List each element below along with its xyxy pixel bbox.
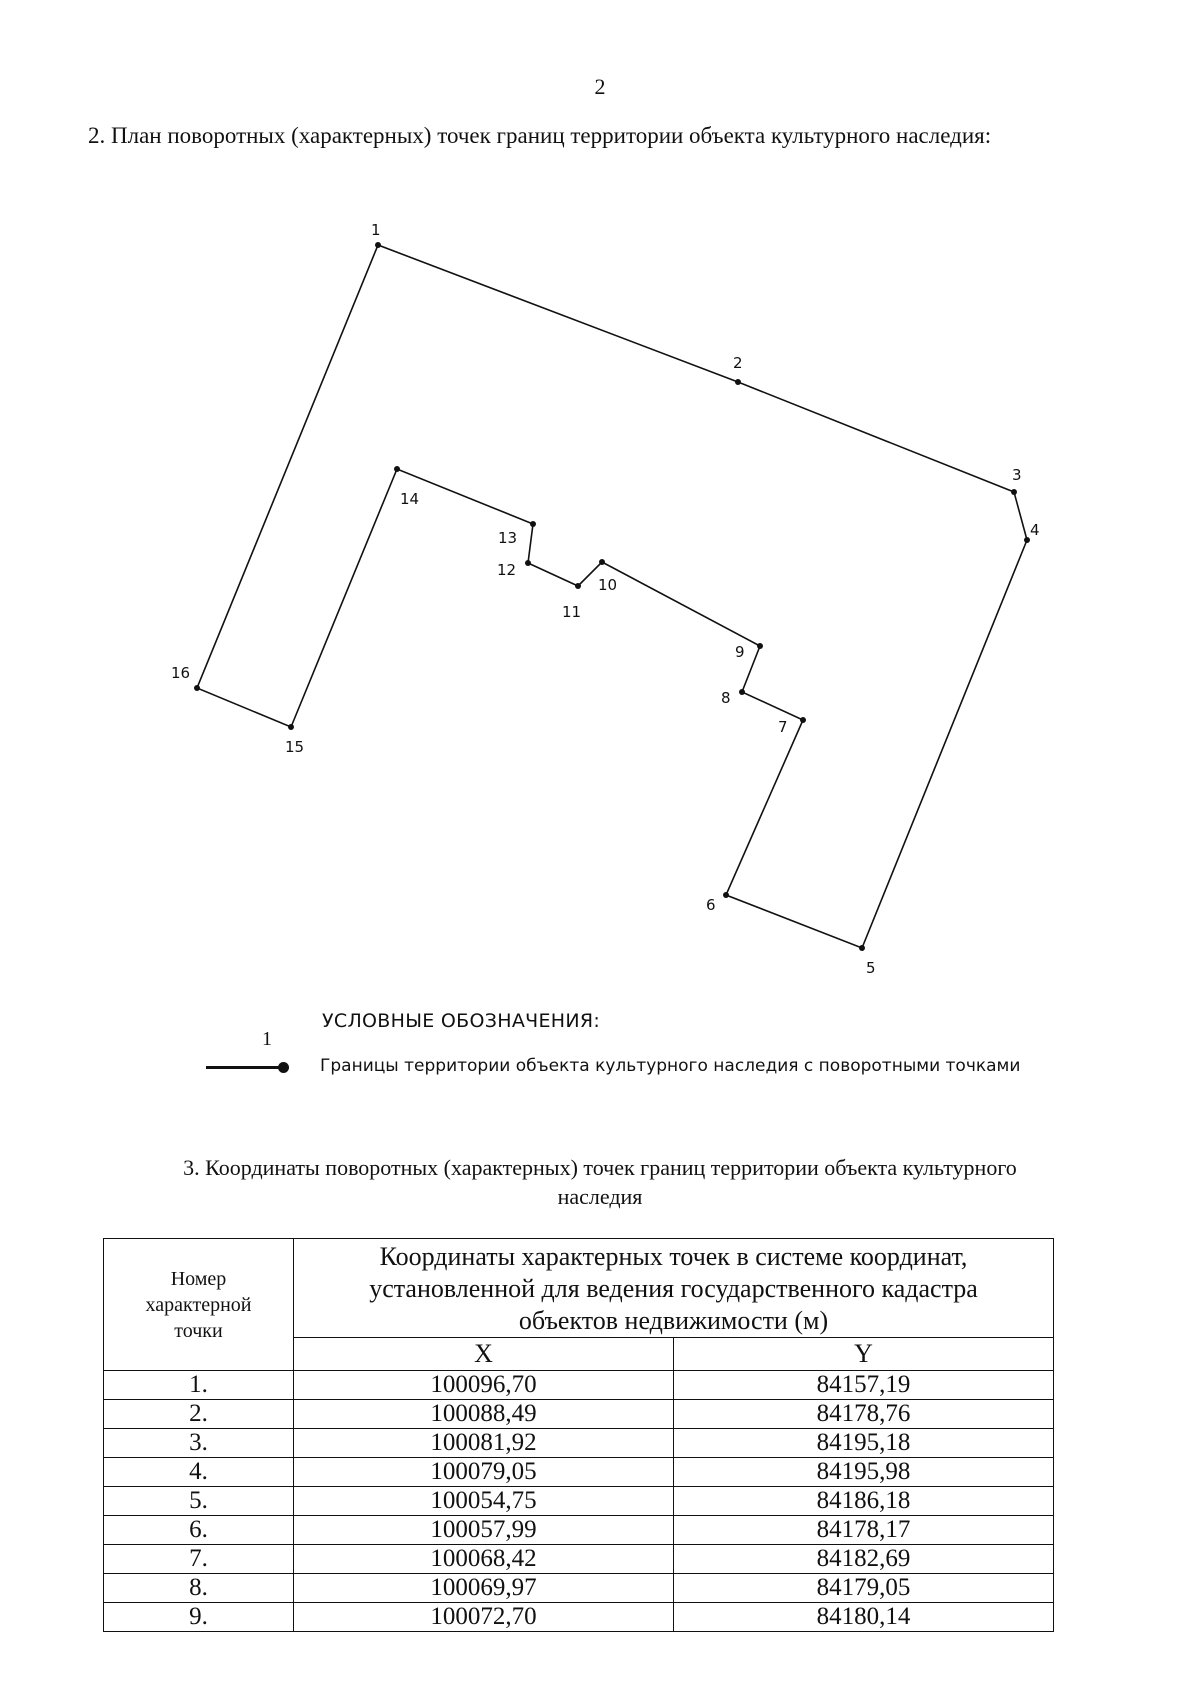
- boundary-polygon: [197, 245, 1027, 948]
- x-coordinate-cell: 100054,75: [294, 1487, 674, 1516]
- boundary-point-marker-6: [723, 892, 729, 898]
- coordinates-header: [294, 1239, 1054, 1338]
- point-number-cell: 2.: [104, 1400, 294, 1429]
- coords-heading: [90, 1153, 1110, 1211]
- boundary-point-marker-10: [599, 559, 605, 565]
- y-coordinate-cell: 84178,76: [674, 1400, 1054, 1429]
- boundary-point-label-14: 14: [400, 490, 420, 508]
- x-coordinate-cell: 100081,92: [294, 1429, 674, 1458]
- y-coordinate-cell: 84178,17: [674, 1516, 1054, 1545]
- table-row: [104, 1400, 1054, 1429]
- coordinates-header-line1: Координаты характерных точек в системе координат,: [379, 1242, 968, 1271]
- boundary-point-marker-5: [859, 945, 865, 951]
- boundary-point-label-13: 13: [498, 529, 518, 547]
- coords-heading-line1: 3. Координаты поворотных (характерных) точек границ территории объекта культурного: [183, 1155, 1017, 1180]
- x-coordinate-cell: 100096,70: [294, 1371, 674, 1400]
- boundary-point-marker-8: [739, 689, 745, 695]
- boundary-point-label-11: 11: [562, 603, 582, 621]
- x-coordinate-cell: 100079,05: [294, 1458, 674, 1487]
- x-coordinate-cell: 100068,42: [294, 1545, 674, 1574]
- coordinates-table-body: [104, 1371, 1054, 1632]
- boundary-point-label-3: 3: [1012, 466, 1022, 484]
- point-number-cell: 7.: [104, 1545, 294, 1574]
- table-row: [104, 1371, 1054, 1400]
- boundary-point-label-1: 1: [371, 221, 381, 239]
- coordinates-header-line3: объектов недвижимости (м): [518, 1306, 829, 1335]
- x-header: X: [294, 1338, 674, 1371]
- point-number-cell: 9.: [104, 1603, 294, 1632]
- table-row: [104, 1516, 1054, 1545]
- table-row: [104, 1487, 1054, 1516]
- x-coordinate-cell: 100057,99: [294, 1516, 674, 1545]
- boundary-point-marker-1: [375, 242, 381, 248]
- boundary-point-label-12: 12: [497, 561, 517, 579]
- coordinates-header-line2: установленной для ведения государственного кадастра: [369, 1274, 978, 1303]
- boundary-point-label-5: 5: [866, 959, 876, 977]
- y-coordinate-cell: 84180,14: [674, 1603, 1054, 1632]
- point-number-cell: 1.: [104, 1371, 294, 1400]
- y-coordinate-cell: 84179,05: [674, 1574, 1054, 1603]
- coordinates-table: [103, 1238, 1054, 1632]
- boundary-point-marker-3: [1011, 489, 1017, 495]
- point-number-cell: 5.: [104, 1487, 294, 1516]
- boundary-point-marker-14: [394, 466, 400, 472]
- legend-point-symbol: [278, 1062, 289, 1073]
- x-coordinate-cell: 100088,49: [294, 1400, 674, 1429]
- table-row: [104, 1429, 1054, 1458]
- y-coordinate-cell: 84195,98: [674, 1458, 1054, 1487]
- y-coordinate-cell: 84157,19: [674, 1371, 1054, 1400]
- y-coordinate-cell: 84195,18: [674, 1429, 1054, 1458]
- coords-heading-line2: наследия: [557, 1184, 643, 1209]
- point-number-header-line3: точки: [174, 1319, 223, 1342]
- point-number-cell: 3.: [104, 1429, 294, 1458]
- boundary-point-label-15: 15: [285, 738, 305, 756]
- table-row: [104, 1458, 1054, 1487]
- table-row: [104, 1574, 1054, 1603]
- legend-description: Границы территории объекта культурного наследия с поворотными точками: [320, 1056, 1021, 1076]
- boundary-point-marker-2: [735, 379, 741, 385]
- point-number-header-line2: характерной: [145, 1293, 252, 1316]
- x-coordinate-cell: 100069,97: [294, 1574, 674, 1603]
- boundary-point-label-9: 9: [735, 643, 745, 661]
- boundary-point-marker-13: [530, 521, 536, 527]
- legend-title: УСЛОВНЫЕ ОБОЗНАЧЕНИЯ:: [322, 1010, 601, 1032]
- points-layer: [171, 221, 1040, 977]
- table-row: [104, 1603, 1054, 1632]
- boundary-point-label-8: 8: [721, 689, 731, 707]
- boundary-point-label-2: 2: [733, 354, 743, 372]
- boundary-point-marker-16: [194, 685, 200, 691]
- boundary-point-marker-9: [757, 643, 763, 649]
- point-number-cell: 6.: [104, 1516, 294, 1545]
- y-header: Y: [674, 1338, 1054, 1371]
- boundary-point-label-6: 6: [706, 896, 716, 914]
- legend-line-symbol: [206, 1066, 282, 1069]
- point-number-header-line1: Номер: [170, 1267, 227, 1290]
- boundary-point-label-16: 16: [171, 664, 191, 682]
- y-coordinate-cell: 84186,18: [674, 1487, 1054, 1516]
- boundary-point-label-4: 4: [1030, 521, 1040, 539]
- point-number-cell: 8.: [104, 1574, 294, 1603]
- boundary-point-label-10: 10: [598, 576, 618, 594]
- legend-symbol-number: 1: [262, 1028, 272, 1050]
- point-number-header: [104, 1239, 294, 1371]
- boundary-point-marker-15: [288, 724, 294, 730]
- table-row: [104, 1545, 1054, 1574]
- page-number: 2: [594, 74, 606, 99]
- boundary-point-marker-12: [525, 560, 531, 566]
- x-coordinate-cell: 100072,70: [294, 1603, 674, 1632]
- boundary-point-label-7: 7: [778, 718, 788, 736]
- boundary-point-marker-11: [575, 583, 581, 589]
- y-coordinate-cell: 84182,69: [674, 1545, 1054, 1574]
- point-number-cell: 4.: [104, 1458, 294, 1487]
- plan-heading: 2. План поворотных (характерных) точек границ территории объекта культурного наследия:: [88, 123, 992, 148]
- boundary-point-marker-7: [800, 717, 806, 723]
